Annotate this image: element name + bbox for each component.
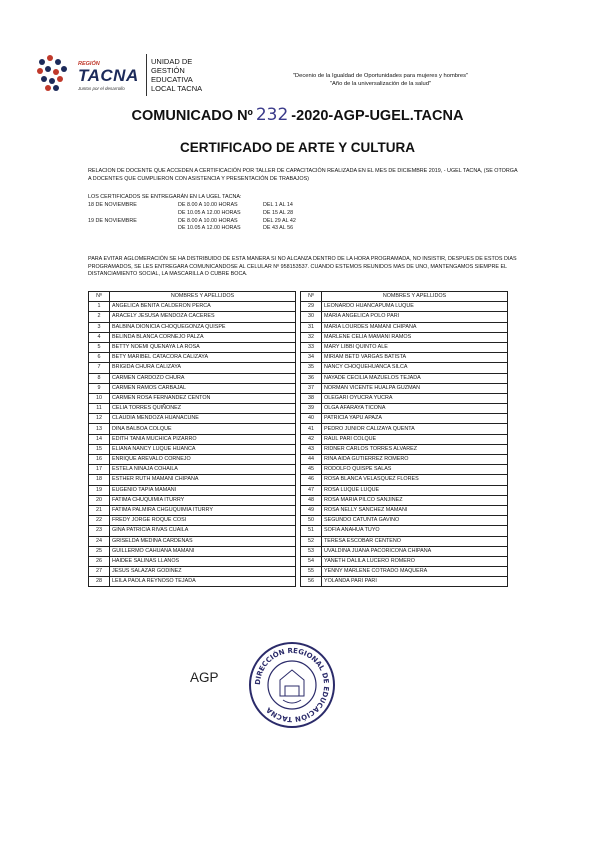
teacher-name: DINA BALBOA COLQUE (110, 424, 296, 434)
teacher-name: GUILLERMO CAHUANA MAMANI (110, 546, 296, 556)
teacher-name: MARIA ANGELICA POLO PARI (322, 312, 508, 322)
row-number: 52 (301, 536, 322, 546)
row-number: 39 (301, 404, 322, 414)
row-number: 44 (301, 455, 322, 465)
logo-name: TACNA (78, 66, 139, 85)
row-number: 56 (301, 577, 322, 587)
col-number-header: Nº (301, 292, 322, 302)
row-number: 45 (301, 465, 322, 475)
row-number: 12 (89, 414, 110, 424)
row-number: 55 (301, 567, 322, 577)
teacher-name: MARLENE CELIA MAMANI RAMOS (322, 332, 508, 342)
table-row (89, 516, 508, 526)
row-number: 4 (89, 332, 110, 342)
table-row (89, 373, 508, 383)
row-number: 14 (89, 434, 110, 444)
schedule-row: DE 10.05 A 12.00 HORAS DE 43 AL 56 (178, 225, 294, 232)
teacher-name: MIRIAM BETD VARGAS BATISTA (322, 353, 508, 363)
row-number: 37 (301, 383, 322, 393)
table-row (89, 465, 508, 475)
row-number: 2 (89, 312, 110, 322)
row-number: 38 (301, 393, 322, 403)
table-row (89, 312, 508, 322)
roster-table (88, 291, 508, 587)
teacher-name: ROSA MARIA PILCO SANJINEZ (322, 495, 508, 505)
logo-tagline: Juntos por el desarrollo (78, 86, 125, 91)
teacher-name: RAUL PARI COLQUE (322, 434, 508, 444)
teacher-name: GINA PATRICIA RIVAS CUAILA (110, 526, 296, 536)
teacher-name: LEONARDO HUANCAPUMA LUQUE (322, 302, 508, 312)
teacher-name: ROSA NELLY SANCHEZ MAMANI (322, 505, 508, 515)
row-number: 22 (89, 516, 110, 526)
table-row (89, 302, 508, 312)
row-number: 27 (89, 567, 110, 577)
row-number: 1 (89, 302, 110, 312)
row-number: 29 (301, 302, 322, 312)
teacher-name: BELINDA BLANCA CORNEJO PALZA (110, 332, 296, 342)
row-number: 31 (301, 322, 322, 332)
row-number: 41 (301, 424, 322, 434)
teacher-name: CLAUDIA MENDOZA HUANACUNE (110, 414, 296, 424)
table-row (89, 556, 508, 566)
row-number: 17 (89, 465, 110, 475)
row-number: 49 (301, 505, 322, 515)
row-number: 20 (89, 495, 110, 505)
roster-body (89, 302, 508, 587)
table-row (89, 414, 508, 424)
row-number: 34 (301, 353, 322, 363)
teacher-name: ESTELA NINAJA COHAILA (110, 465, 296, 475)
teacher-name: ROSA LUQUE LUQUE (322, 485, 508, 495)
table-row (89, 332, 508, 342)
row-number: 26 (89, 556, 110, 566)
row-number: 21 (89, 505, 110, 515)
teacher-name: NORMAN VICENTE HUALPA GUZMAN (322, 383, 508, 393)
row-number: 9 (89, 383, 110, 393)
teacher-name: HAIDEE SALINAS LLANOS (110, 556, 296, 566)
teacher-name: PEDRO JUNIOR CALIZAYA QUENTA (322, 424, 508, 434)
table-row (89, 475, 508, 485)
teacher-name: CARMEN CARDOZO CHURA (110, 373, 296, 383)
teacher-name: SOFIA ANAHUA TUYO (322, 526, 508, 536)
col-name-header: NOMBRES Y APELLIDOS (110, 292, 296, 302)
table-row (89, 505, 508, 515)
signature-initials: AGP (190, 670, 219, 685)
table-row (89, 546, 508, 556)
row-number: 42 (301, 434, 322, 444)
teacher-name: OLGA AFARAYA TICONA (322, 404, 508, 414)
teacher-name: JESUS SALAZAR GODINEZ (110, 567, 296, 577)
row-number: 19 (89, 485, 110, 495)
row-number: 10 (89, 393, 110, 403)
svg-text:DIRECCIÓN REGIONAL DE EDUCACIÓ: DIRECCIÓN REGIONAL DE EDUCACIÓN TACNA (253, 646, 331, 724)
row-number: 30 (301, 312, 322, 322)
teacher-name: FATIMA CHUQUIMIA ITURRY (110, 495, 296, 505)
table-row (89, 444, 508, 454)
note-paragraph: PARA EVITAR AGLOMERACIÓN SE HA DISTRIBUIDO DE ESTA MANERA SI NO ALCANZA DENTRO DE LA HORA PROGRAMADA, NO INSISTIR, DESPUES DE ESTOS DIAS PROGRAMADOS, SE LES ENTREGARA COMUNICANDOSE AL CELULAR Nº 958153537. CUANDO ESTEMOS REUNIDOS MAS DE UNO, MANTENGAMOS SIEMPRE EL DISTANCIAMIENTO SOCIAL, LA MASCARILLA O CUBRE BOCA. (88, 256, 517, 278)
schedule-table (88, 202, 296, 233)
logo-divider (146, 54, 147, 96)
table-row (89, 393, 508, 403)
table-row (89, 567, 508, 577)
row-number: 36 (301, 373, 322, 383)
table-row (89, 434, 508, 444)
document-subtitle: CERTIFICADO DE ARTE Y CULTURA (179, 140, 415, 155)
header-quote: "Decenio de la Igualdad de Oportunidades para mujeres y hombres" "Año de la universalización de la salud" (292, 73, 469, 87)
row-number: 46 (301, 475, 322, 485)
row-number: 50 (301, 516, 322, 526)
row-number: 47 (301, 485, 322, 495)
teacher-name: RIDNER CARLOS TORRES ALVAREZ (322, 444, 508, 454)
teacher-name: BETY MARIBEL CATACORA CALIZAYA (110, 353, 296, 363)
row-number: 15 (89, 444, 110, 454)
teacher-name: YOLANDA PARI PARI (322, 577, 508, 587)
row-number: 6 (89, 353, 110, 363)
teacher-name: ROSA BLANCA VELASQUEZ FLORES (322, 475, 508, 485)
teacher-name: NANCY CHOQUEHUANCA SILCA (322, 363, 508, 373)
unit-name: UNIDAD DE GESTIÓN EDUCATIVA LOCAL TACNA (151, 57, 203, 93)
row-number: 51 (301, 526, 322, 536)
teacher-name: YANETH DALILA LUCERO ROMERO (322, 556, 508, 566)
teacher-name: OLEGARI OYUCRA YUCRA (322, 393, 508, 403)
row-number: 3 (89, 322, 110, 332)
logo-emblem-icon (32, 50, 78, 100)
table-row (89, 322, 508, 332)
teacher-name: BALBINA DIONICIA CHOQUEGONZA QUISPE (110, 322, 296, 332)
table-row (89, 536, 508, 546)
table-row (89, 363, 508, 373)
table-row (89, 404, 508, 414)
teacher-name: ELIANA NANCY LUQUE HUANCA (110, 444, 296, 454)
row-number: 23 (89, 526, 110, 536)
row-number: 25 (89, 546, 110, 556)
schedule-row: DE 10.05 A 12.00 HORAS DE 15 AL 28 (178, 209, 294, 216)
document-title: COMUNICADO Nº 232 -2020-AGP-UGEL.TACNA (131, 105, 464, 125)
table-row (89, 383, 508, 393)
table-row (89, 526, 508, 536)
row-number: 18 (89, 475, 110, 485)
row-number: 32 (301, 332, 322, 342)
col-number-header: Nº (89, 292, 110, 302)
row-number: 11 (89, 404, 110, 414)
teacher-name: FATIMA PALMIRA CHGUQUIMIA ITURRY (110, 505, 296, 515)
intro-paragraph: RELACION DE DOCENTE QUE ACCEDEN A CERTIFICACIÓN POR TALLER DE CAPACITACIÓN REALIZADA EN EL MES DE DICIEMBRE 2019, - UGEL TACNA, (SE OTORGA A DOCENTES QUE CUMPLIERON CON ASISTENCIA Y PRESENTACIÓN DE TRABAJOS) (88, 168, 518, 182)
teacher-name: RODOLFO QUISPE SALAS (322, 465, 508, 475)
row-number: 40 (301, 414, 322, 424)
table-row (89, 577, 508, 587)
teacher-name: TERESA ESCOBAR CENTENO (322, 536, 508, 546)
row-number: 43 (301, 444, 322, 454)
teacher-name: CARMEN ROSA FERNANDEZ CENTON (110, 393, 296, 403)
teacher-name: RINA AIDA GUTIERREZ ROMERO (322, 455, 508, 465)
teacher-name: MARY LIBBI QUINTO ALE (322, 342, 508, 352)
teacher-name: CARMEN RAMOS CARBAJAL (110, 383, 296, 393)
teacher-name: ESTHER RUTH MAMANI CHIPANA (110, 475, 296, 485)
table-row (89, 495, 508, 505)
delivery-intro: LOS CERTIFICADOS SE ENTREGARÁN EN LA UGEL TACNA: (88, 194, 242, 200)
schedule-row: 18 DE NOVIEMBRE DE 8.00 A 10.00 HORAS DEL 1 AL 14 (88, 202, 293, 208)
teacher-name: UVALDINA JUANA PACORICONA CHIPANA (322, 546, 508, 556)
teacher-name: PATRICIA YAPU APAZA (322, 414, 508, 424)
teacher-name: GRISELDA MEDINA CARDENAS (110, 536, 296, 546)
teacher-name: ARACELY JESUSA MENDOZA CACERES (110, 312, 296, 322)
schedule-row: 19 DE NOVIEMBRE DE 8.00 A 10.00 HORAS DEL 29 AL 42 (88, 217, 296, 224)
teacher-name: FREDY JORGE ROQUE COSI (110, 516, 296, 526)
row-number: 7 (89, 363, 110, 373)
row-number: 8 (89, 373, 110, 383)
official-seal (247, 640, 337, 730)
teacher-name: CELIA TORRES QUIÑONEZ (110, 404, 296, 414)
teacher-name: ENRIQUE AREVALO CORNEJO (110, 455, 296, 465)
teacher-name: NAYADE CECILIA MAZUELOS TEJADA (322, 373, 508, 383)
logo-region: REGIÓN (78, 61, 100, 67)
handwritten-number: 232 (255, 105, 289, 125)
seal-stamp-icon (247, 640, 337, 730)
teacher-name: YENNY MARLENE COTRADO MAQUERA (322, 567, 508, 577)
row-number: 35 (301, 363, 322, 373)
row-number: 16 (89, 455, 110, 465)
table-row (89, 424, 508, 434)
teacher-name: MARIA LOURDES MAMANI CHIPANA (322, 322, 508, 332)
row-number: 5 (89, 342, 110, 352)
teacher-name: SEGUNDO CATUNTA GAVINO (322, 516, 508, 526)
row-number: 28 (89, 577, 110, 587)
teacher-name: ANGELICA BENITA CALDERON PERCA (110, 302, 296, 312)
table-row (89, 342, 508, 352)
teacher-name: BETTY NOEMI QUENAYA LA ROSA (110, 342, 296, 352)
teacher-name: LEILA PAOLA REYNOSO TEJADA (110, 577, 296, 587)
row-number: 33 (301, 342, 322, 352)
table-header-row (89, 292, 508, 302)
row-number: 54 (301, 556, 322, 566)
row-number: 53 (301, 546, 322, 556)
row-number: 13 (89, 424, 110, 434)
teacher-name: EDITH TANIA MUCHICA PIZARRO (110, 434, 296, 444)
row-number: 24 (89, 536, 110, 546)
row-number: 48 (301, 495, 322, 505)
col-name-header: NOMBRES Y APELLIDOS (322, 292, 508, 302)
table-row (89, 455, 508, 465)
teacher-name: EUGENIO TAPIA MAMANI (110, 485, 296, 495)
teacher-name: BRIGIDA CHURA CALIZAYA (110, 363, 296, 373)
table-row (89, 485, 508, 495)
table-row (89, 353, 508, 363)
